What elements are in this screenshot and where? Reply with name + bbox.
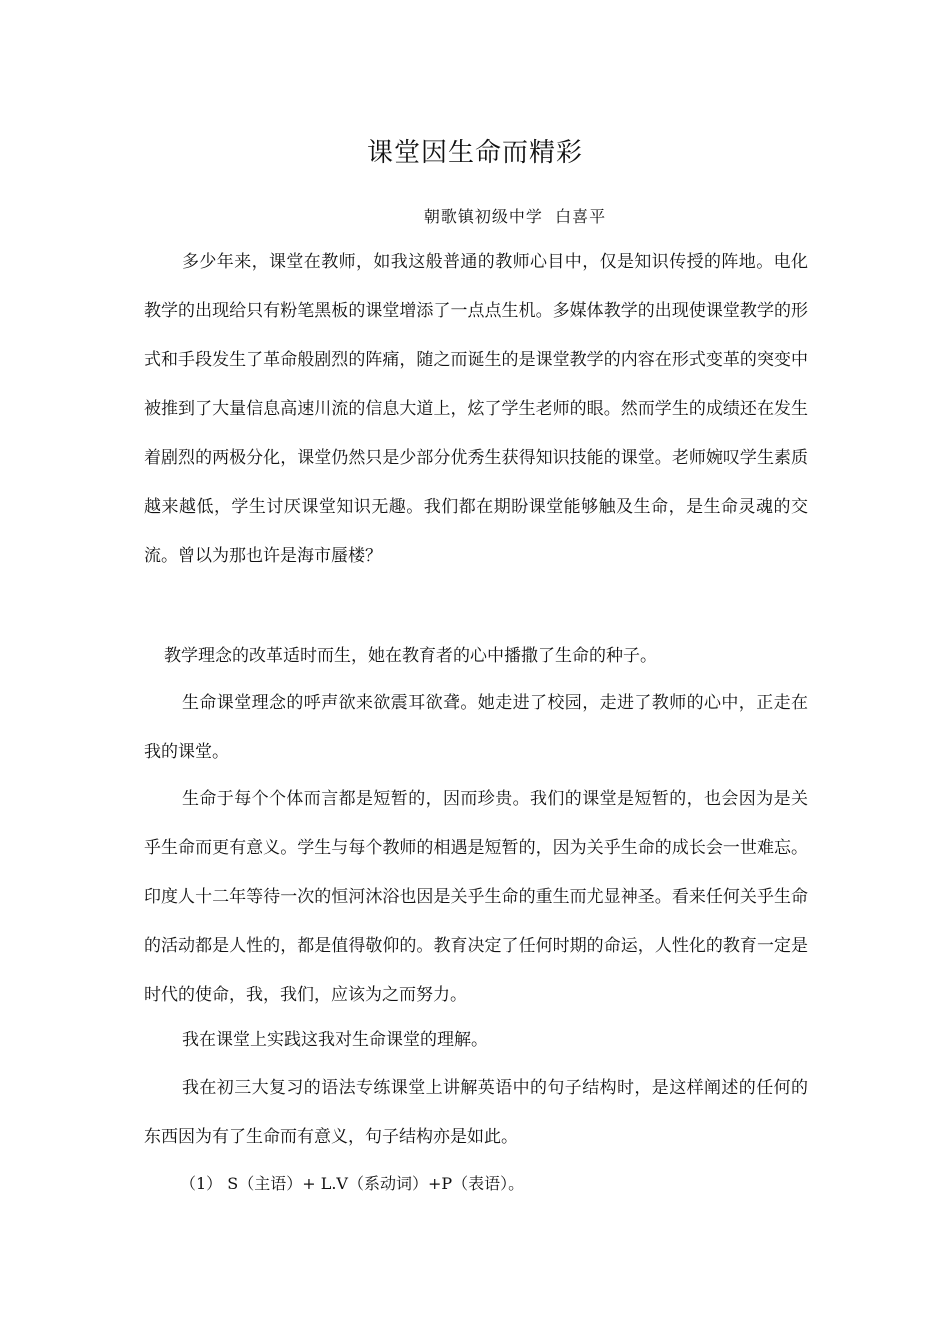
paragraph-life-meaning: 生命于每个个体而言都是短暂的，因而珍贵。我们的课堂是短暂的，也会因为是关乎生命而更有意义。学生与每个教师的相遇是短暂的，因为关乎生命的成长会一世难忘。印度人十二年等待一次的恒河沐浴也因是关乎生命的重生而尤显神圣。看来任何关乎生命的活动都是人性的，都是值得敬仰的。教育决定了任何时期的命运，人性化的教育一定是时代的使命，我，我们，应该为之而努力。: [144, 789, 808, 1005]
paragraph-reform: 教学理念的改革适时而生，她在教育者的心中播撒了生命的种子。: [164, 646, 657, 666]
paragraph-life-classroom: 生命课堂理念的呼声欲来欲震耳欲聋。她走进了校园，走进了教师的心中，正走在我的课堂。: [144, 693, 808, 762]
sentence-structure-item: （1） S（主语）+ L.V（系动词）+P（表语）。: [180, 1174, 525, 1193]
paragraph-intro: 多少年来，课堂在教师，如我这般普通的教师心目中，仅是知识传授的阵地。电化教学的出现给只有粉笔黑板的课堂增添了一点点生机。多媒体教学的出现使课堂教学的形式和手段发生了革命般剧烈的阵痛，随之而诞生的是课堂教学的内容在形式变革的突变中被推到了大量信息高速川流的信息大道上，炫了学生老师的眼。然而学生的成绩还在发生着剧烈的两极分化，课堂仍然只是少部分优秀生获得知识技能的课堂。老师婉叹学生素质越来越低，学生讨厌课堂知识无趣。我们都在期盼课堂能够触及生命，是生命灵魂的交流。曾以为那也许是海市蜃楼？: [144, 252, 808, 566]
paragraph-practice: 我在课堂上实践这我对生命课堂的理解。: [182, 1030, 488, 1050]
document-title: 课堂因生命而精彩: [366, 138, 583, 168]
paragraph-grammar: 我在初三大复习的语法专练课堂上讲解英语中的句子结构时，是这样阐述的任何的东西因为有了生命而有意义，句子结构亦是如此。: [144, 1078, 808, 1147]
author-byline: 朝歌镇初级中学 白喜平: [423, 207, 607, 226]
